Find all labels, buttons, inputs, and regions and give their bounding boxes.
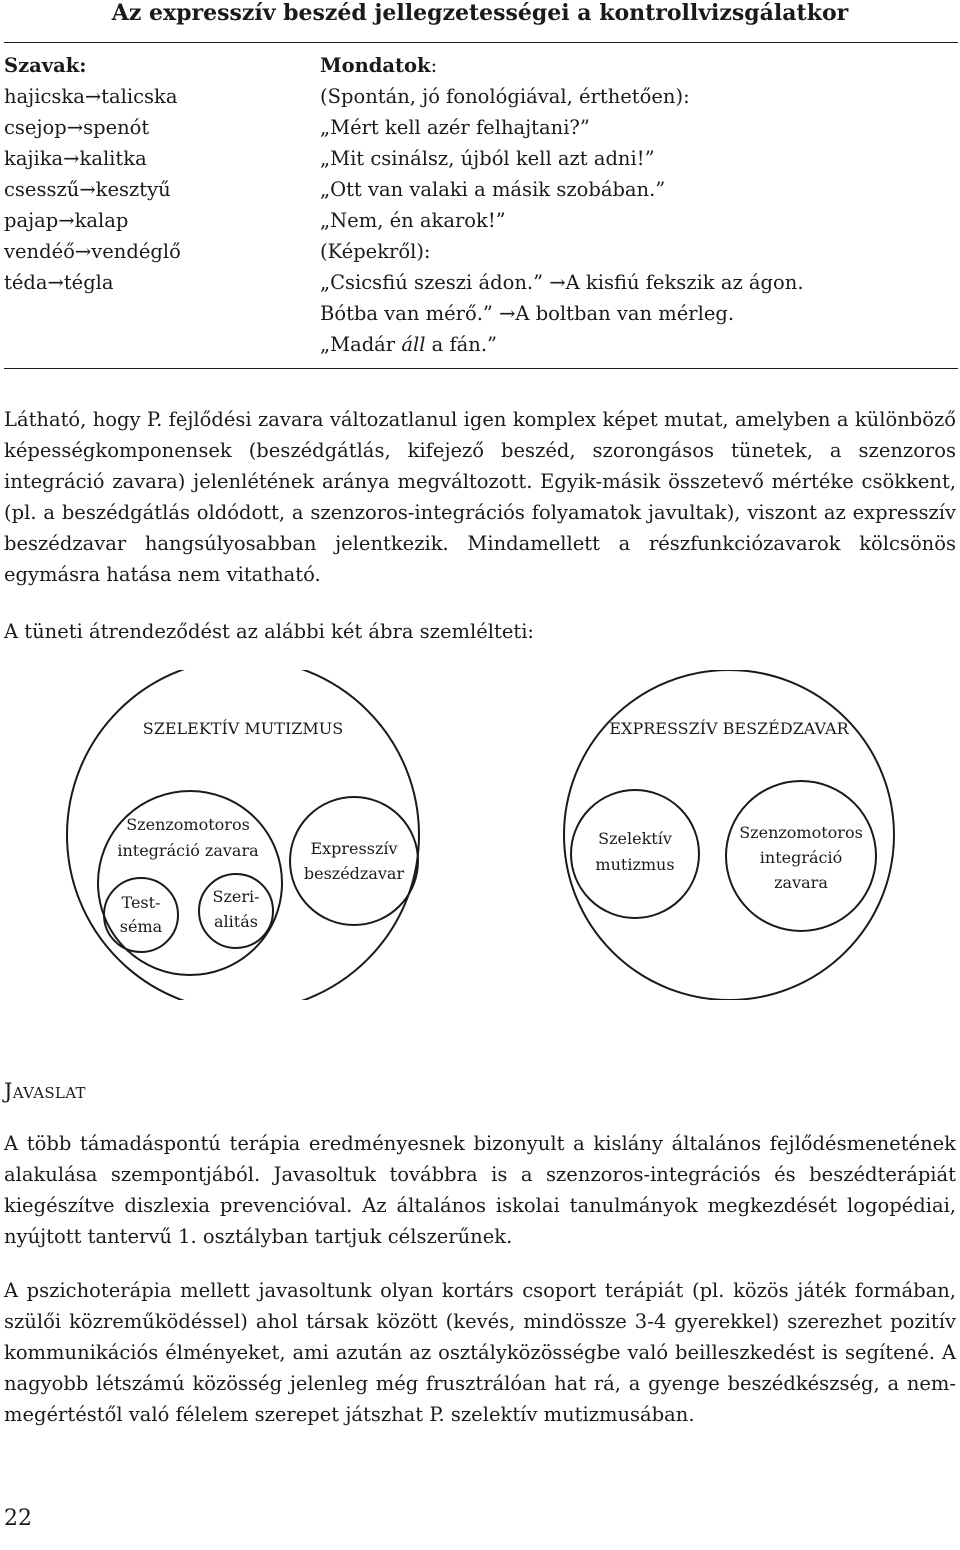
sentence-line: „Nem, én akarok!” [320, 209, 506, 232]
top-rule [4, 42, 958, 43]
body-paragraph-2: A tüneti átrendeződést az alábbi két ábra szemlélteti: [4, 620, 535, 643]
right-sensory-label-1: Szenzomotoros [739, 823, 863, 842]
word-item: pajap→kalap [4, 209, 129, 232]
word-item: kajika→kalitka [4, 147, 147, 170]
body-paragraph-1: Látható, hogy P. fejlődési zavara változatlanul igen komplex képet mutat, amelyben a különböző képességkomponensek (beszédgátlás, kifejező beszéd, szorongásos tünetek, a szenzoros integráció zavara) jelenlétének aránya megváltozott. Egyik-másik összetevő mértéke csökkent, (pl. a beszédgátlás oldódott, a szenzoros-integrációs folyamatok javultak), viszont az expresszív beszédzavar hangsúlyosabban jelentkezik. Mindamellett a részfunkciózavarok kölcsönös egymásra hatása nem vitatható. [4, 408, 956, 586]
left-expressive-label-2: beszédzavar [303, 864, 405, 883]
right-selective-label-2: mutizmus [595, 855, 675, 874]
section-heading: Javaslat [4, 1079, 86, 1103]
bottom-rule [4, 368, 958, 369]
words-heading: Szavak: [4, 54, 87, 77]
sentence-suffix: a fán.” [425, 333, 498, 356]
right-sensory-label-3: zavara [774, 873, 828, 892]
word-item: csesszű→kesztyű [4, 178, 171, 201]
left-sensory-label-1: Szenzomotoros [126, 815, 250, 834]
right-outer-label: EXPRESSZÍV BESZÉDZAVAR [609, 719, 849, 738]
body-schema-label-2: séma [119, 917, 163, 936]
sentences-heading: Mondatok [320, 54, 431, 77]
left-expressive-circle [290, 797, 418, 925]
left-outer-label: SZELEKTÍV MUTIZMUS [142, 719, 344, 738]
left-expressive-label-1: Expresszív [310, 839, 398, 858]
body-schema-label-1: Test- [121, 893, 161, 912]
page-title: Az expresszív beszéd jellegzetességei a kontrollvizsgálatkor [111, 0, 849, 26]
sentence-emphasis: áll [401, 333, 426, 356]
sentence-prefix: „Madár [320, 333, 402, 356]
sentence-line: „Mért kell azér felhajtani?” [320, 116, 590, 139]
sentence-line: „Mit csinálsz, újból kell azt adni!” [320, 147, 655, 170]
sentence-line: Bótba van mérő.” →A boltban van mérleg. [320, 302, 735, 325]
body-schema-circle [104, 878, 178, 952]
recommendation-paragraph-2: A pszichoterápia mellett javasoltunk olyan kortárs csoport terápiát (pl. közös játék formában, szülői közreműködéssel) ahol társak között (kevés, mindössze 3-4 gyerekkel) szerezhet pozitív kommunikációs élményeket, ami azután az osztályközösségbe való beilleszkedést is segítené. A nagyobb létszámú közösség jelenleg még frusztrálóan hat rá, a gyenge beszédkészség, a nem-megértéstől való félelem szerepet játszhat P. szelektív mutizmusában. [4, 1279, 956, 1426]
seriality-circle [199, 874, 273, 948]
left-sensory-label-2: integráció zavara [117, 841, 259, 860]
page-number: 22 [4, 1506, 32, 1531]
recommendation-paragraph-1: A több támadáspontú terápia eredményesnek bizonyult a kislány általános fejlődésmenetének alakulása szempontjából. Javasoltuk továbbra is a szenzoros-integrációs és beszédterápiát kiegészítve diszlexia prevencióval. Az általános iskolai tanulmányok megkezdését logopédiai, nyújtott tantervű 1. osztályban tartjuk célszerűnek. [4, 1132, 956, 1248]
sentences-column [320, 50, 950, 360]
words-column [4, 50, 304, 298]
symptom-diagram [0, 670, 960, 1000]
word-item: csejop→spenót [4, 116, 150, 139]
word-item: vendéő→vendéglő [4, 240, 181, 263]
seriality-label-2: alitás [214, 912, 258, 931]
right-sensory-label-2: integráció [759, 848, 843, 867]
sentence-line: (Képekről): [320, 240, 431, 263]
sentence-line: „Ott van valaki a másik szobában.” [320, 178, 666, 201]
right-selective-label-1: Szelektív [598, 829, 672, 848]
sentences-heading-colon: : [430, 54, 438, 77]
word-item: hajicska→talicska [4, 85, 178, 108]
sentence-line: (Spontán, jó fonológiával, érthetően): [320, 85, 690, 108]
seriality-label-1: Szeri- [212, 887, 260, 906]
word-item: téda→tégla [4, 271, 114, 294]
sentence-line-last [320, 329, 950, 360]
sentences-heading-row [320, 50, 950, 81]
sentence-line: „Csicsfiú szeszi ádon.” →A kisfiú fekszik az ágon. [320, 271, 804, 294]
right-selective-circle [571, 790, 699, 918]
